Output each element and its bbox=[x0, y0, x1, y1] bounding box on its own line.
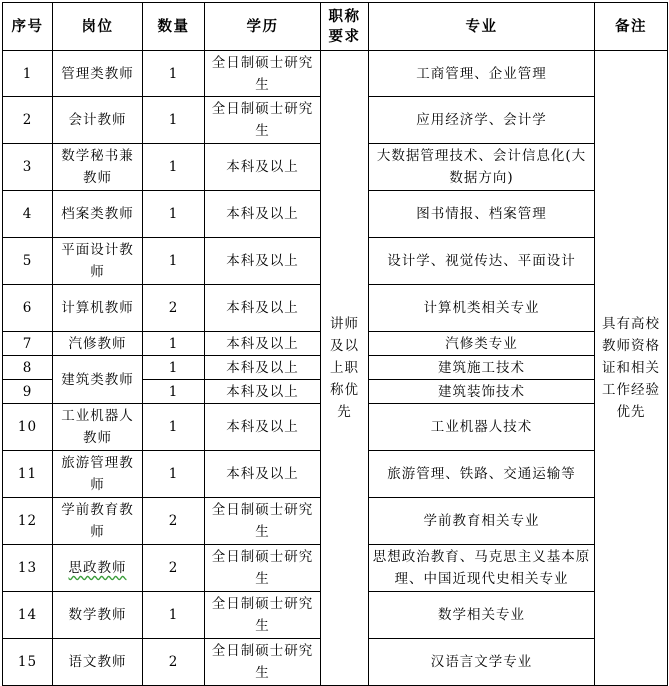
cell-post: 建筑类教师 bbox=[53, 356, 143, 404]
cell-count: 1 bbox=[143, 144, 205, 191]
cell-major: 应用经济学、会计学 bbox=[369, 97, 595, 144]
header-education: 学历 bbox=[205, 3, 321, 51]
cell-post: 数学教师 bbox=[53, 592, 143, 639]
cell-major: 汽修类专业 bbox=[369, 332, 595, 356]
cell-no: 14 bbox=[3, 592, 53, 639]
cell-post: 会计教师 bbox=[53, 97, 143, 144]
cell-post: 计算机教师 bbox=[53, 285, 143, 332]
header-count: 数量 bbox=[143, 3, 205, 51]
cell-education: 本科及以上 bbox=[205, 332, 321, 356]
cell-count: 2 bbox=[143, 639, 205, 686]
cell-remark: 具有高校教师资格证和相关工作经验优先 bbox=[595, 51, 668, 686]
cell-count: 2 bbox=[143, 498, 205, 545]
cell-education: 本科及以上 bbox=[205, 451, 321, 498]
cell-education: 本科及以上 bbox=[205, 144, 321, 191]
cell-count: 1 bbox=[143, 356, 205, 380]
cell-count: 2 bbox=[143, 285, 205, 332]
cell-count: 1 bbox=[143, 51, 205, 97]
cell-count: 1 bbox=[143, 97, 205, 144]
header-post: 岗位 bbox=[53, 3, 143, 51]
cell-no: 1 bbox=[3, 51, 53, 97]
cell-count: 1 bbox=[143, 238, 205, 285]
cell-no: 12 bbox=[3, 498, 53, 545]
cell-post: 管理类教师 bbox=[53, 51, 143, 97]
cell-count: 1 bbox=[143, 191, 205, 238]
cell-education: 全日制硕士研究生 bbox=[205, 498, 321, 545]
cell-no: 7 bbox=[3, 332, 53, 356]
cell-education: 本科及以上 bbox=[205, 380, 321, 404]
cell-education: 全日制硕士研究生 bbox=[205, 592, 321, 639]
cell-post: 旅游管理教师 bbox=[53, 451, 143, 498]
cell-post: 平面设计教师 bbox=[53, 238, 143, 285]
cell-post: 汽修教师 bbox=[53, 332, 143, 356]
cell-no: 13 bbox=[3, 545, 53, 592]
cell-major: 汉语言文学专业 bbox=[369, 639, 595, 686]
cell-count: 1 bbox=[143, 404, 205, 451]
cell-education: 全日制硕士研究生 bbox=[205, 545, 321, 592]
table-row bbox=[3, 51, 668, 97]
post-text: 思政教师 bbox=[68, 560, 127, 576]
cell-post: 工业机器人教师 bbox=[53, 404, 143, 451]
cell-major: 思想政治教育、马克思主义基本原理、中国近现代史相关专业 bbox=[369, 545, 595, 592]
cell-education: 本科及以上 bbox=[205, 356, 321, 380]
cell-no: 15 bbox=[3, 639, 53, 686]
cell-education: 全日制硕士研究生 bbox=[205, 51, 321, 97]
cell-no: 8 bbox=[3, 356, 53, 380]
cell-major: 图书情报、档案管理 bbox=[369, 191, 595, 238]
cell-no: 6 bbox=[3, 285, 53, 332]
cell-major: 建筑装饰技术 bbox=[369, 380, 595, 404]
cell-post: 语文教师 bbox=[53, 639, 143, 686]
cell-no: 10 bbox=[3, 404, 53, 451]
cell-education: 本科及以上 bbox=[205, 191, 321, 238]
cell-post bbox=[53, 545, 143, 592]
cell-major: 计算机类相关专业 bbox=[369, 285, 595, 332]
cell-education: 本科及以上 bbox=[205, 404, 321, 451]
cell-education: 全日制硕士研究生 bbox=[205, 639, 321, 686]
cell-no: 9 bbox=[3, 380, 53, 404]
cell-no: 4 bbox=[3, 191, 53, 238]
cell-major: 学前教育相关专业 bbox=[369, 498, 595, 545]
cell-education: 本科及以上 bbox=[205, 285, 321, 332]
cell-no: 5 bbox=[3, 238, 53, 285]
cell-post: 数学秘书兼教师 bbox=[53, 144, 143, 191]
cell-major: 工业机器人技术 bbox=[369, 404, 595, 451]
cell-major: 大数据管理技术、会计信息化(大数据方向) bbox=[369, 144, 595, 191]
recruitment-table bbox=[2, 2, 668, 686]
cell-post: 学前教育教师 bbox=[53, 498, 143, 545]
cell-no: 2 bbox=[3, 97, 53, 144]
header-row bbox=[3, 3, 668, 51]
cell-major: 旅游管理、铁路、交通运输等 bbox=[369, 451, 595, 498]
cell-no: 11 bbox=[3, 451, 53, 498]
cell-education: 本科及以上 bbox=[205, 238, 321, 285]
cell-title-requirement: 讲师及以上职称优先 bbox=[321, 51, 369, 686]
header-remark: 备注 bbox=[595, 3, 668, 51]
cell-major: 建筑施工技术 bbox=[369, 356, 595, 380]
cell-count: 2 bbox=[143, 545, 205, 592]
cell-no: 3 bbox=[3, 144, 53, 191]
cell-count: 1 bbox=[143, 592, 205, 639]
cell-post: 档案类教师 bbox=[53, 191, 143, 238]
header-title-requirement: 职称要求 bbox=[321, 3, 369, 51]
cell-count: 1 bbox=[143, 332, 205, 356]
cell-major: 数学相关专业 bbox=[369, 592, 595, 639]
cell-education: 全日制硕士研究生 bbox=[205, 97, 321, 144]
cell-count: 1 bbox=[143, 380, 205, 404]
header-no: 序号 bbox=[3, 3, 53, 51]
header-major: 专业 bbox=[369, 3, 595, 51]
cell-major: 工商管理、企业管理 bbox=[369, 51, 595, 97]
cell-major: 设计学、视觉传达、平面设计 bbox=[369, 238, 595, 285]
cell-count: 1 bbox=[143, 451, 205, 498]
